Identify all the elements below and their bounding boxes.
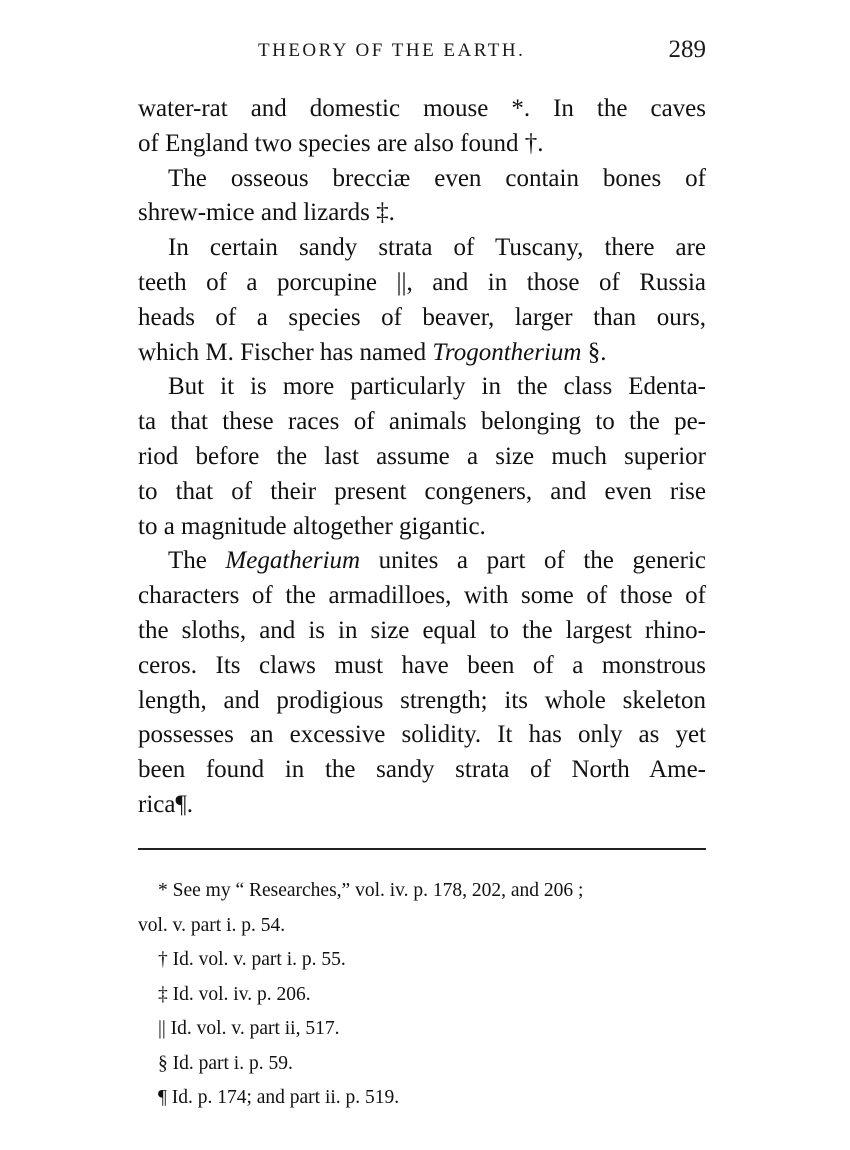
body-line: water-rat and domestic mouse *. In the caves — [138, 95, 706, 122]
page-header — [138, 36, 710, 76]
footnote: ¶ Id. p. 174; and part ii. p. 519. — [158, 1087, 400, 1108]
body-text — [138, 92, 706, 823]
footnote: § Id. part i. p. 59. — [158, 1052, 293, 1074]
footnote: ‡ Id. vol. iv. p. 206. — [158, 983, 311, 1005]
italic-term-megatherium: Megatherium — [225, 547, 361, 575]
body-line: characters of the armadilloes, with some of those of — [138, 582, 706, 610]
footnote: † Id. vol. v. part i. p. 55. — [158, 949, 346, 970]
footnotes — [138, 874, 706, 1116]
running-head: THEORY OF THE EARTH. — [258, 40, 526, 61]
body-line: The osseous brecciæ even contain bones of — [168, 164, 706, 192]
body-line: In certain sandy strata of Tuscany, there are — [168, 234, 706, 262]
body-line: riod before the last assume a size much superior — [138, 442, 706, 470]
body-line: ta that these races of animals belonging to the pe- — [138, 408, 706, 436]
body-line — [138, 336, 706, 371]
footnote-divider — [138, 848, 706, 850]
body-line: been found in the sandy strata of North Ame- — [138, 756, 706, 784]
body-line: shrew-mice and lizards ‡. — [138, 199, 395, 227]
body-line: But it is more particularly in the class Edenta- — [168, 373, 706, 401]
body-line-segment: The — [168, 547, 226, 575]
body-line: possesses an excessive solidity. It has only as yet — [138, 721, 706, 749]
body-line: to that of their present congeners, and even rise — [138, 477, 706, 505]
page-number: 289 — [668, 36, 706, 63]
footnote: || Id. vol. v. part ii, 517. — [158, 1018, 340, 1039]
body-line: the sloths, and is in size equal to the largest rhino- — [138, 616, 706, 644]
body-line-segment: which M. Fischer has named — [138, 338, 433, 366]
body-line: length, and prodigious strength; its whole skeleton — [138, 686, 706, 714]
body-line: teeth of a porcupine ||, and in those of Russia — [138, 268, 706, 296]
body-line-segment: unites a part of the generic — [360, 547, 706, 575]
body-line: ceros. Its claws must have been of a monstrous — [138, 651, 706, 679]
footnote: * See my “ Researches,” vol. iv. p. 178, 202, and 206 ; — [158, 880, 584, 901]
body-line: heads of a species of beaver, larger than ours, — [138, 303, 706, 331]
body-line: of England two species are also found †. — [138, 129, 544, 157]
body-line-segment: §. — [581, 338, 607, 366]
body-line — [138, 544, 706, 579]
footnote-continuation: vol. v. part i. p. 54. — [138, 914, 286, 936]
body-line: rica¶. — [138, 790, 194, 818]
body-line: to a magnitude altogether gigantic. — [138, 512, 486, 540]
italic-term-trogontherium: Trogontherium — [432, 338, 582, 366]
